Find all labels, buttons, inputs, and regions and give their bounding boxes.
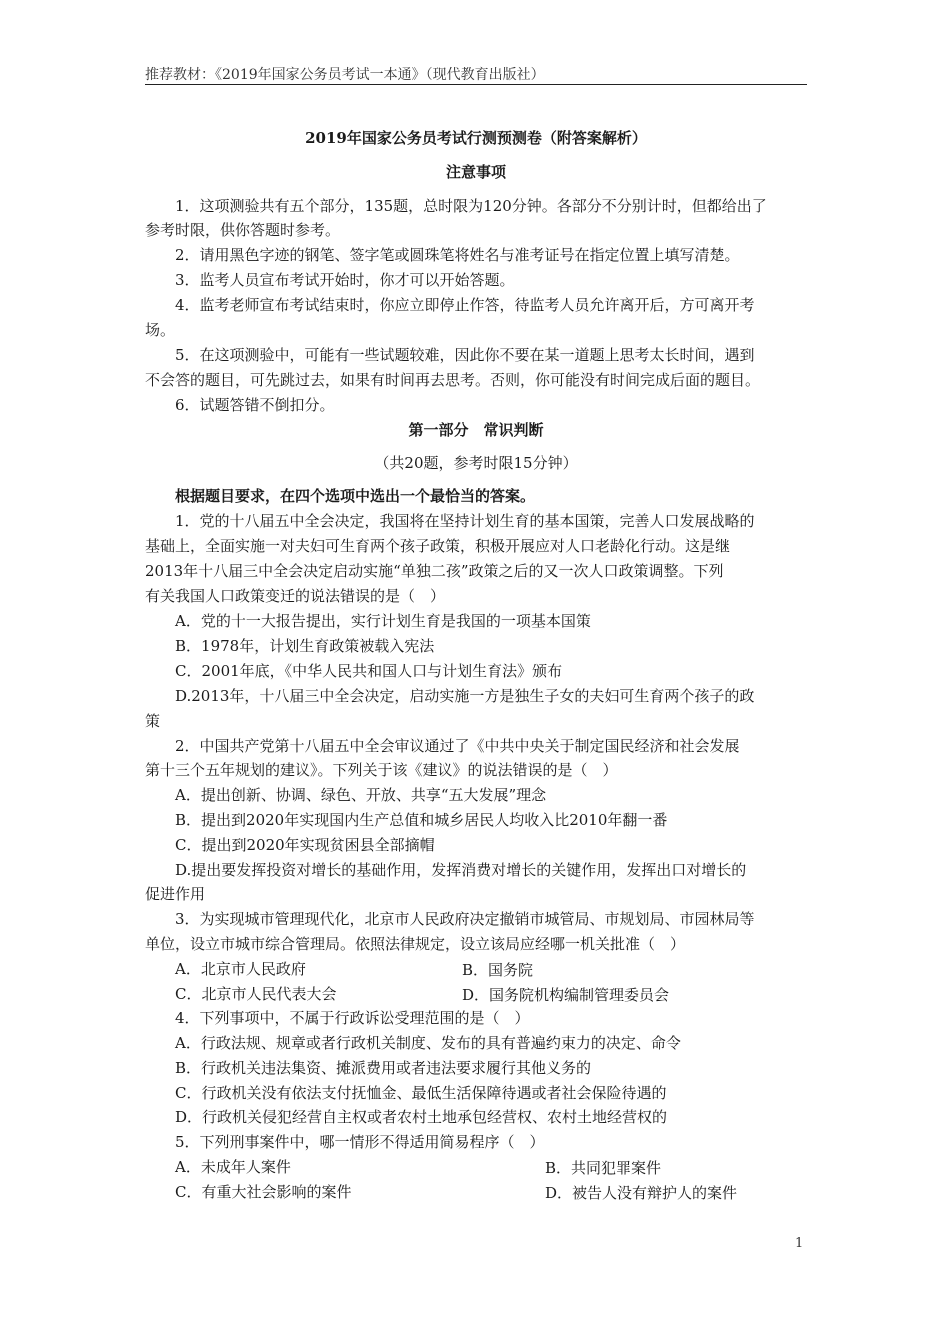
question-stem: 单位，设立市城市综合管理局。依照法律规定，设立该局应经哪一机关批准（ ） [145,935,686,953]
option-b: B．行政机关违法集资、摊派费用或者违法要求履行其他义务的 [175,1059,592,1077]
option-d: D.2013年，十八届三中全会决定，启动实施一方是独生子女的夫妇可生育两个孩子的政 [175,687,755,705]
page-number: 1 [795,1236,804,1251]
option-a: A．提出创新、协调、绿色、开放、共享“五大发展”理念 [175,786,547,804]
notice-item: 5．在这项测验中，可能有一些试题较难，因此你不要在某一道题上思考太长时间，遇到 [175,346,755,364]
option-c: C．行政机关没有依法支付抚恤金、最低生活保障待遇或者社会保险待遇的 [175,1084,667,1102]
question-stem: 有关我国人口政策变迁的说法错误的是（ ） [145,587,446,605]
part-title: 第一部分 常识判断 [408,421,544,439]
option-d: D．被告人没有辩护人的案件 [545,1184,738,1202]
page-header: 推荐教材：《2019年国家公务员考试一本通》（现代教育出版社） [145,67,545,83]
part-subtitle: （共20题，参考时限15分钟） [374,454,578,472]
part-instruction: 根据题目要求，在四个选项中选出一个最恰当的答案。 [175,487,536,505]
option-d-continued: 策 [145,712,161,730]
question-stem: 5．下列刑事案件中，哪一情形不得适用简易程序（ ） [175,1133,545,1151]
notice-item: 场。 [145,321,176,339]
document-title: 2019年国家公务员考试行测预测卷（附答案解析） [305,129,647,147]
question-stem: 第十三个五年规划的建议》。下列关于该《建议》的说法错误的是（ ） [145,761,618,779]
option-b: B．共同犯罪案件 [545,1159,662,1177]
question-stem: 2．中国共产党第十八届五中全会审议通过了《中共中央关于制定国民经济和社会发展 [175,737,740,755]
question-stem: 基础上，全面实施一对夫妇可生育两个孩子政策，积极开展应对人口老龄化行动。这是继 [145,537,731,555]
notice-item: 2．请用黑色字迹的钢笔、签字笔或圆珠笔将姓名与准考证号在指定位置上填写清楚。 [175,246,740,264]
option-c: C．提出到2020年实现贫困县全部摘帽 [175,836,435,854]
question-stem: 2013年十八届三中全会决定启动实施“单独二孩”政策之后的又一次人口政策调整。下列 [145,562,724,580]
option-d: D．国务院机构编制管理委员会 [462,986,670,1004]
option-b: B．1978年，计划生育政策被载入宪法 [175,637,435,655]
option-a: A．行政法规、规章或者行政机关制度、发布的具有普遍约束力的决定、命令 [175,1034,681,1052]
option-d-continued: 促进作用 [145,885,206,903]
option-c: C．有重大社会影响的案件 [175,1183,352,1201]
notice-item: 6．试题答错不倒扣分。 [175,396,335,414]
notice-item: 参考时限，供你答题时参考。 [145,221,341,239]
option-a: A．党的十一大报告提出，实行计划生育是我国的一项基本国策 [175,612,591,630]
option-a: A．北京市人民政府 [175,960,306,978]
option-a: A．未成年人案件 [175,1158,291,1176]
option-d: D.提出要发挥投资对增长的基础作用，发挥消费对增长的关键作用，发挥出口对增长的 [175,861,747,879]
notice-item: 4．监考老师宣布考试结束时，你应立即停止作答，待监考人员允许离开后，方可离开考 [175,296,755,314]
header-divider [145,84,807,85]
notice-title: 注意事项 [445,163,506,181]
option-c: C．2001年底，《中华人民共和国人口与计划生育法》颁布 [175,662,563,680]
question-stem: 1．党的十八届五中全会决定，我国将在坚持计划生育的基本国策，完善人口发展战略的 [175,512,755,530]
question-stem: 3．为实现城市管理现代化，北京市人民政府决定撤销市城管局、市规划局、市园林局等 [175,910,755,928]
option-b: B．国务院 [462,961,534,979]
question-stem: 4．下列事项中，不属于行政诉讼受理范围的是（ ） [175,1009,530,1027]
option-c: C．北京市人民代表大会 [175,985,337,1003]
notice-item: 1．这项测验共有五个部分，135题，总时限为120分钟。各部分不分别计时，但都给出了 [175,197,767,215]
notice-item: 不会答的题目，可先跳过去，如果有时间再去思考。否则，你可能没有时间完成后面的题目。 [145,371,761,389]
notice-item: 3．监考人员宣布考试开始时，你才可以开始答题。 [175,271,515,289]
option-d: D．行政机关侵犯经营自主权或者农村土地承包经营权、农村土地经营权的 [175,1108,668,1126]
option-b: B．提出到2020年实现国内生产总值和城乡居民人均收入比2010年翻一番 [175,811,668,829]
